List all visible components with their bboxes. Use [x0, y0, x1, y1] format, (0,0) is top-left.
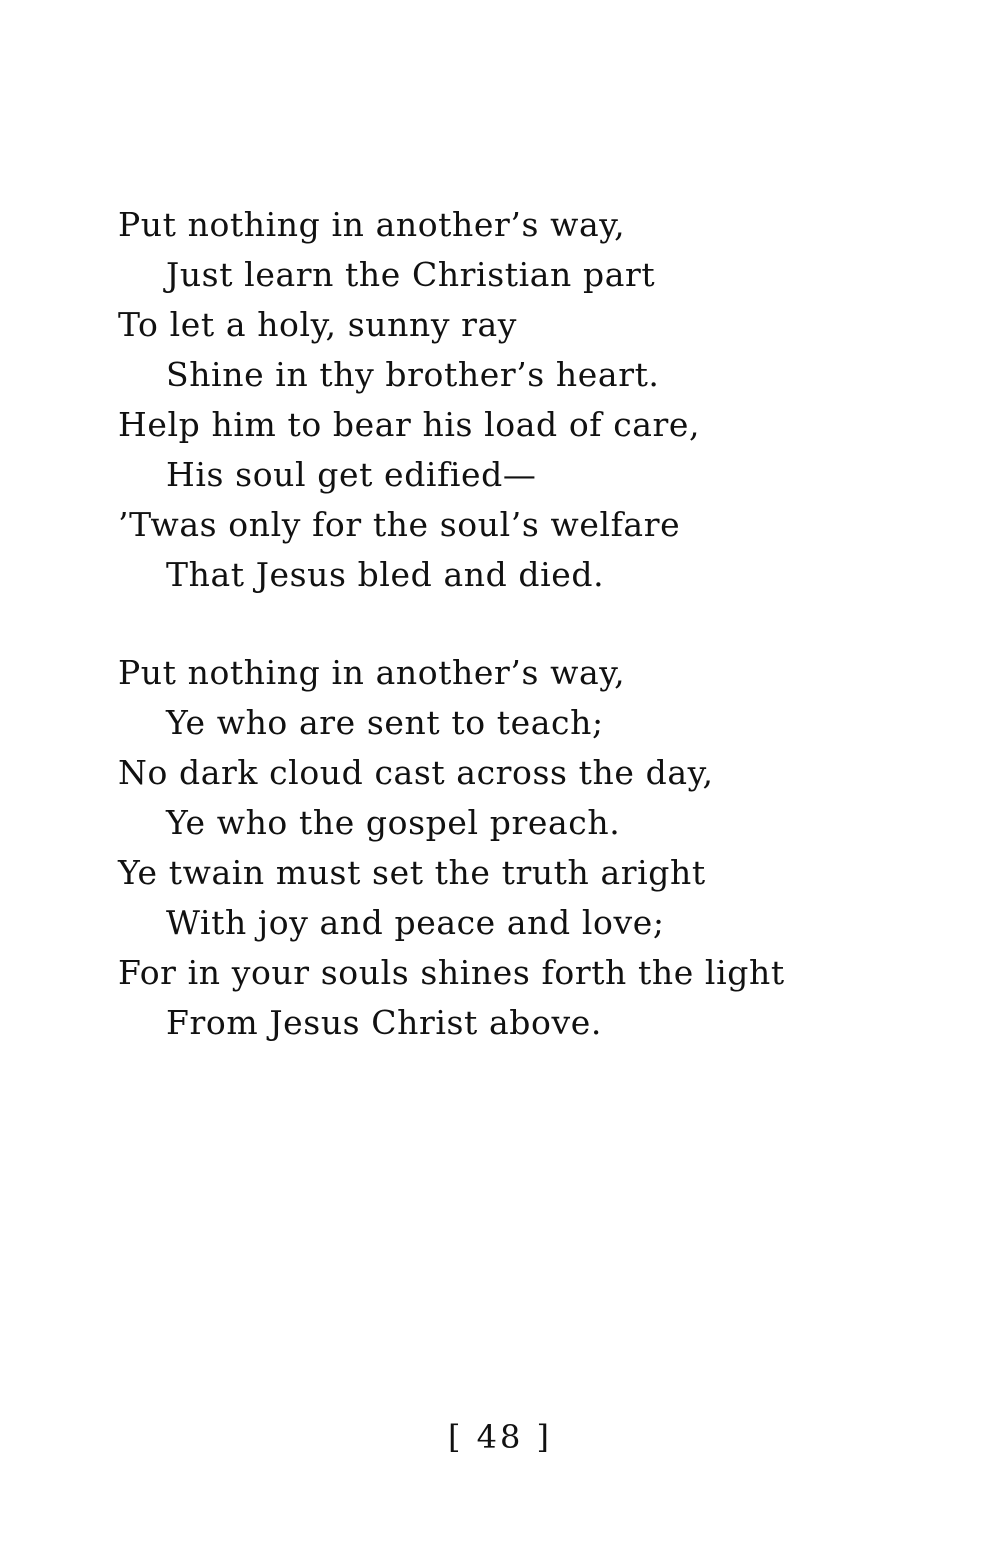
- poem-line: For in your souls shines forth the light: [118, 953, 785, 992]
- poem-line: Ye who the gospel preach.: [166, 803, 621, 842]
- poem-line: His soul get edified—: [166, 455, 537, 494]
- poem-line: Ye who are sent to teach;: [166, 703, 604, 742]
- poem-body: [118, 200, 918, 1048]
- poem-line: From Jesus Christ above.: [166, 1003, 602, 1042]
- stanza: [118, 648, 918, 1048]
- poem-line: Shine in thy brother’s heart.: [166, 355, 660, 394]
- poem-line: That Jesus bled and died.: [166, 555, 605, 594]
- poem-line: Ye twain must set the truth aright: [118, 853, 706, 892]
- poem-line: ’Twas only for the soul’s welfare: [118, 505, 681, 544]
- poem-line: With joy and peace and love;: [166, 903, 665, 942]
- poem-line: Put nothing in another’s way,: [118, 205, 626, 244]
- poem-line: No dark cloud cast across the day,: [118, 753, 714, 792]
- poem-line: Just learn the Christian part: [166, 255, 656, 294]
- poem-line: Put nothing in another’s way,: [118, 653, 626, 692]
- poem-line: To let a holy, sunny ray: [118, 305, 518, 344]
- page-number: [ 48 ]: [447, 1418, 553, 1456]
- stanza: [118, 200, 918, 600]
- poem-line: Help him to bear his load of care,: [118, 405, 701, 444]
